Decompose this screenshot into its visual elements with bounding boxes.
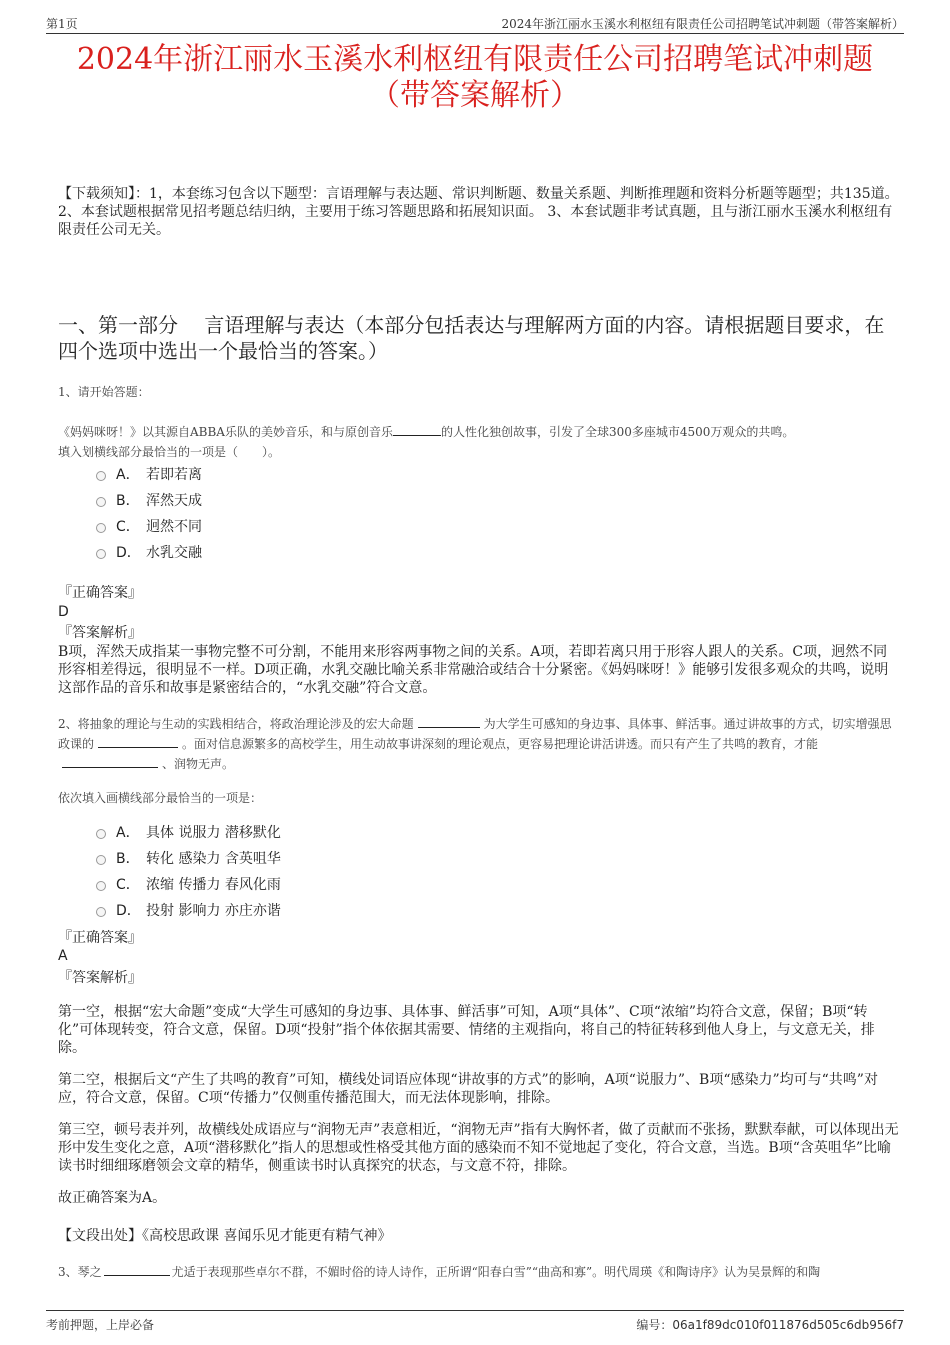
q1-intro: 1、请开始答题： (58, 385, 150, 399)
option-text: 具体 说服力 潜移默化 (146, 825, 281, 841)
option-letter: C． (116, 519, 140, 535)
option-text: 若即若离 (146, 467, 202, 483)
q3-stem (58, 1262, 900, 1282)
option-letter: B． (116, 493, 140, 509)
q1-answer-label: 『正确答案』 (58, 585, 142, 601)
q2-analysis-para-2: 第二空，根据后文“产生了共鸣的教育”可知，横线处词语应体现“讲故事的方式”的影响，A项“说服力”、B项“感染力”均可与“共鸣”对应，符合文意，保留。C项“传播力”仅侧重传播范围大，而无法体现影响，排除。 (58, 1072, 878, 1106)
option-letter: C． (116, 877, 140, 893)
footer-slogan: 考前押题，上岸必备 (46, 1318, 155, 1332)
radio-icon[interactable] (96, 471, 106, 481)
page-number: 第1页 (46, 17, 78, 31)
option-letter: A． (116, 467, 140, 483)
q2-answer-label: 『正确答案』 (58, 930, 142, 946)
option-letter: D． (116, 545, 141, 561)
footer-code (636, 1316, 904, 1333)
option-text: 水乳交融 (146, 545, 202, 561)
title-line-1: 2024年浙江丽水玉溪水利枢纽有限责任公司招聘笔试冲刺题 (76, 42, 874, 77)
q2-stem-part1: 2、将抽象的理论与生动的实践相结合，将政治理论涉及的宏大命题 (58, 717, 414, 731)
download-notice: 【下载须知】：1，本套练习包含以下题型：言语理解与表达题、常识判断题、数量关系题、判断推理题和资料分析题等题型；共135道。 2、本套试题根据常见招考题总结归纳，主要用于练习答题思路和拓展知识面。 3、本套试题非考试真题，且与浙江丽水玉溪水利枢纽有限责任公司无关。 (58, 186, 899, 238)
radio-icon[interactable] (96, 881, 106, 891)
q2-stem-part2: 为大学生可感知的身边事、具体事、鲜活事。通过讲故事的方式，切实增强思政课的 (58, 717, 892, 751)
q1-stem-before: 《妈妈咪呀！》以其源自ABBA乐队的美妙音乐，和与原创音乐 (58, 425, 393, 439)
radio-icon[interactable] (96, 549, 106, 559)
option-text: 迥然不同 (146, 519, 202, 535)
q2-analysis (58, 1003, 900, 1221)
page-header (46, 12, 904, 34)
radio-icon[interactable] (96, 855, 106, 865)
q3-stem-before: 3、琴之 (58, 1265, 102, 1279)
q2-analysis-para-3: 第三空，顿号表并列，故横线处成语应与“润物无声”表意相近，“润物无声”指有大胸怀者，做了贡献而不张扬，默默奉献，可以体现出无形中发生变化之意，A项“潜移默化”指人的思想或性格受其他方面的感染而不知不觉地起了变化，符合文意，当选。B项“含英咀华”比喻读书时细细琢磨领会文章的精华，侧重读书时认真探究的状态，与文意不符，排除。 (58, 1122, 899, 1174)
radio-icon[interactable] (96, 497, 106, 507)
q2-prompt: 依次填入画横线部分最恰当的一项是： (58, 791, 263, 805)
radio-icon[interactable] (96, 907, 106, 917)
q2-stem-part4: 、润物无声。 (162, 757, 235, 771)
q1-option-c[interactable] (96, 513, 202, 539)
q2-analysis-label: 『答案解析』 (58, 970, 142, 986)
option-text: 投射 影响力 亦庄亦谐 (146, 903, 281, 919)
q1-blank (393, 423, 441, 436)
q1-prompt: 填入划横线部分最恰当的一项是（ ）。 (58, 445, 281, 459)
q1-options (96, 461, 202, 565)
q2-options (96, 819, 281, 923)
q1-stem-after: 的人性化独创故事，引发了全球300多座城市4500万观众的共鸣。 (440, 425, 795, 439)
option-text: 浑然天成 (146, 493, 202, 509)
q1-analysis: B项，浑然天成指某一事物完整不可分割，不能用来形容两事物之间的关系。A项，若即若离只用于形容人跟人的关系。C项，迥然不同形容相差得远，很明显不一样。D项正确，水乳交融比喻关系非常融洽或结合十分紧密。《妈妈咪呀！》能够引发很多观众的共鸣，说明这部作品的音乐和故事是紧密结合的，“水乳交融”符合文意。 (58, 644, 889, 696)
q1-option-b[interactable] (96, 487, 202, 513)
q2-blank-1 (418, 715, 480, 728)
q2-blank-2 (98, 735, 178, 748)
option-letter: D． (116, 903, 141, 919)
title-line-2: （带答案解析） (370, 78, 580, 113)
q2-blank-3 (62, 755, 158, 768)
option-letter: B． (116, 851, 140, 867)
radio-icon[interactable] (96, 523, 106, 533)
q2-option-b[interactable] (96, 845, 281, 871)
q2-option-a[interactable] (96, 819, 281, 845)
page-footer (46, 1310, 904, 1334)
q2-stem (58, 714, 900, 774)
option-text: 浓缩 传播力 春风化雨 (146, 877, 281, 893)
q1-stem (58, 422, 900, 442)
q1-option-d[interactable] (96, 539, 202, 565)
header-doc-title: 2024年浙江丽水玉溪水利枢纽有限责任公司招聘笔试冲刺题（带答案解析） (501, 17, 904, 31)
option-text: 转化 感染力 含英咀华 (146, 851, 281, 867)
q3-blank (104, 1263, 170, 1276)
section-heading: 一、第一部分 言语理解与表达（本部分包括表达与理解两方面的内容。请根据题目要求，在四个选项中选出一个最恰当的答案。） (58, 313, 885, 363)
q1-analysis-label: 『答案解析』 (58, 625, 142, 641)
q2-analysis-para-1: 第一空，根据“宏大命题”变成“大学生可感知的身边事、具体事、鲜活事”可知，A项“具体”、C项“浓缩”均符合文意，保留；B项“转化”可体现转变，符合文意，保留。D项“投射”指个体依据其需要、情绪的主观指向，将自己的特征转移到他人身上，与文意无关，排除。 (58, 1004, 875, 1056)
q2-stem-part3: 。面对信息源繁多的高校学生，用生动故事讲深刻的理论观点，更容易把理论讲活讲透。而只有产生了共鸣的教育，才能 (182, 737, 819, 751)
option-letter: A． (116, 825, 140, 841)
q2-analysis-para-4: 故正确答案为A。 (58, 1190, 167, 1206)
q2-option-c[interactable] (96, 871, 281, 897)
q2-source: 【文段出处】《高校思政课 喜闻乐见才能更有精气神》 (58, 1228, 392, 1244)
footer-code-label: 编号： (636, 1318, 673, 1332)
q1-answer: D (58, 604, 69, 620)
q1-option-a[interactable] (96, 461, 202, 487)
q3-stem-after: 尤适于表现那些卓尔不群，不媚时俗的诗人诗作，正所谓“阳春白雪”“曲高和寡”。明代周瑛《和陶诗序》认为吴景辉的和陶 (171, 1265, 821, 1279)
radio-icon[interactable] (96, 829, 106, 839)
q2-option-d[interactable] (96, 897, 281, 923)
q2-answer: A (58, 948, 68, 964)
footer-code-value: 06a1f89dc010f011876d505c6db956f7 (672, 1318, 904, 1332)
page-title (46, 42, 904, 114)
